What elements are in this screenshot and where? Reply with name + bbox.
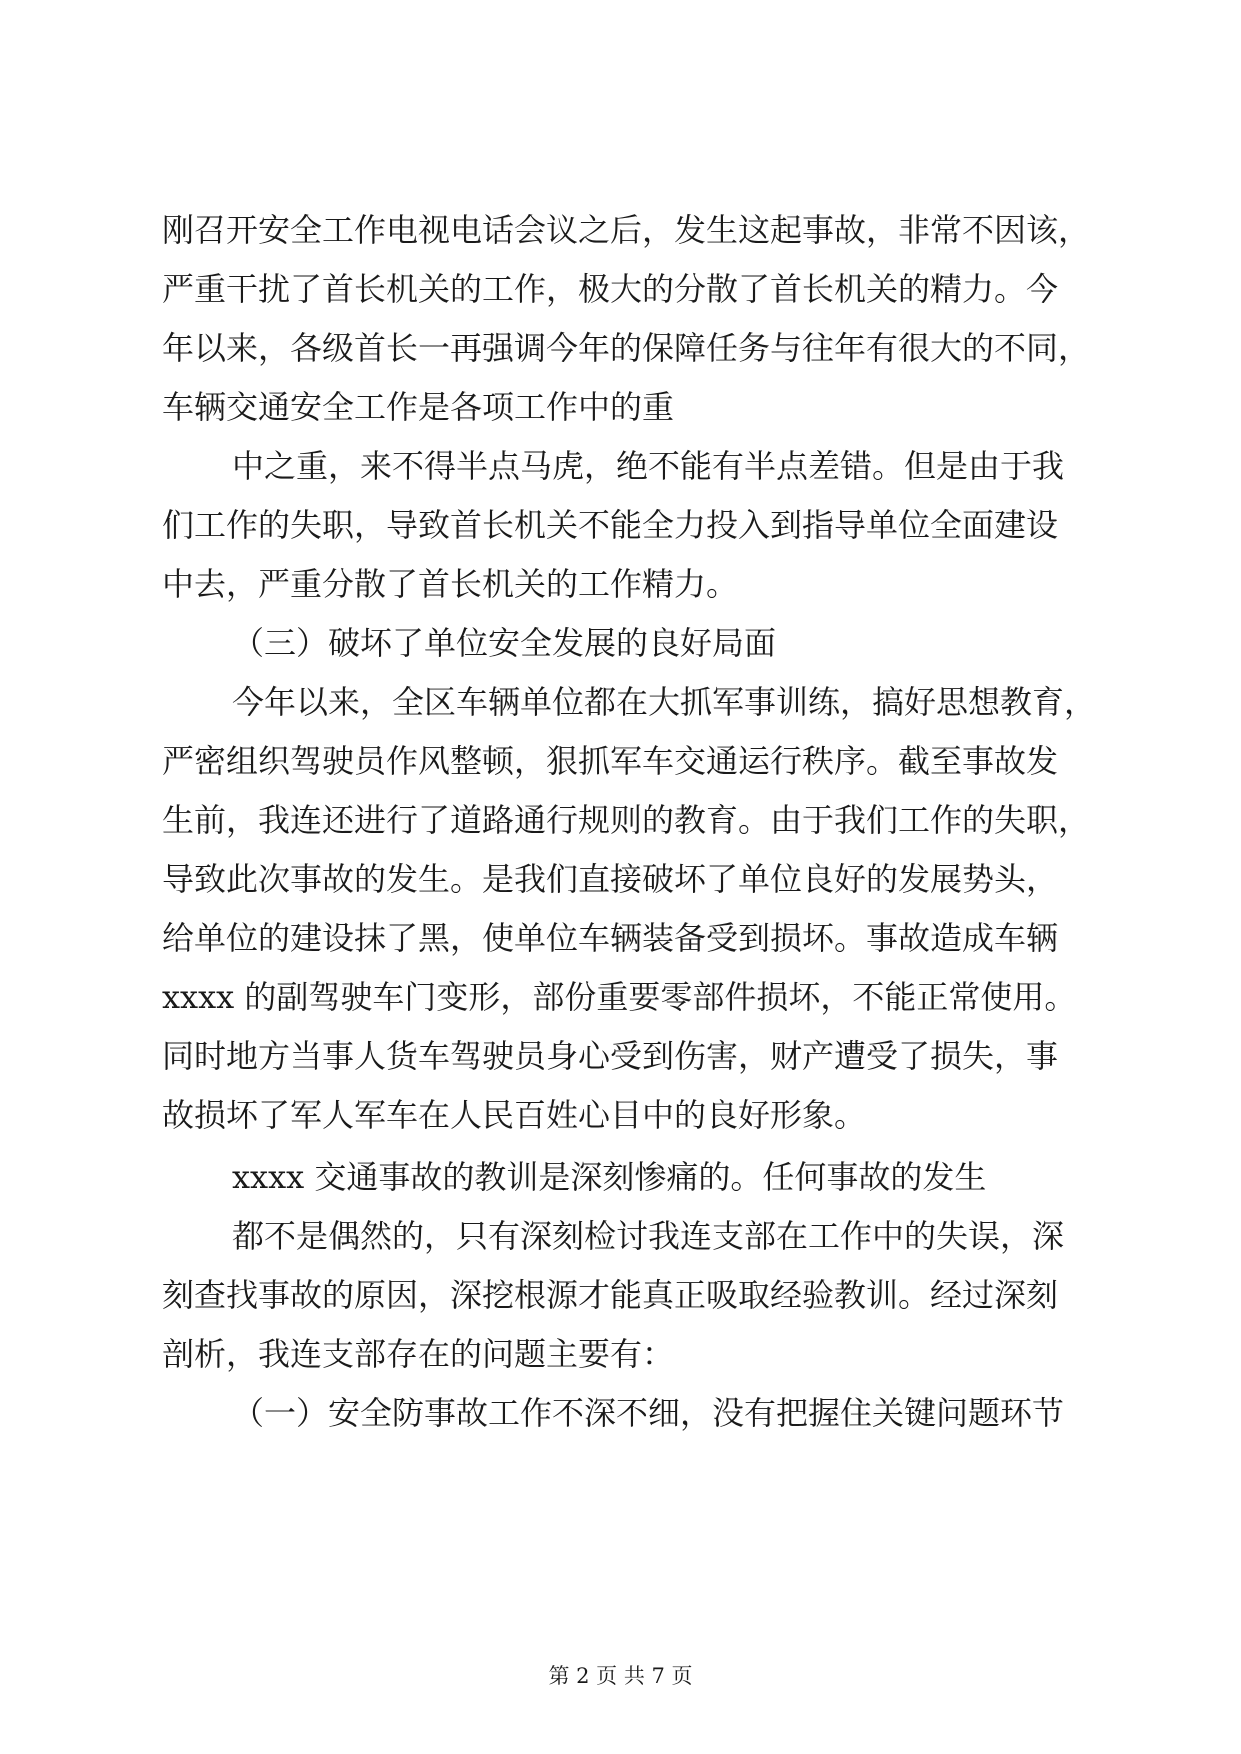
- text-line: 严重干扰了首长机关的工作，极大的分散了首长机关的精力。今: [162, 270, 1059, 308]
- text-line: 导致此次事故的发生。是我们直接破坏了单位良好的发展势头，: [162, 860, 1059, 898]
- text-line: 刻查找事故的原因，深挖根源才能真正吸取经验教训。经过深刻: [162, 1276, 1059, 1314]
- text-line: 严密组织驾驶员作风整顿，狠抓军车交通运行秩序。截至事故发: [162, 742, 1059, 780]
- text-line: 今年以来，全区车辆单位都在大抓军事训练，搞好思想教育，: [232, 683, 1097, 721]
- page-number-footer: 第 2 页 共 7 页: [548, 1664, 693, 1688]
- text-line: 中之重，来不得半点马虎，绝不能有半点差错。但是由于我: [232, 447, 1065, 485]
- text-line: 车辆交通安全工作是各项工作中的重: [162, 388, 675, 426]
- text-line: 同时地方当事人货车驾驶员身心受到伤害，财产遭受了损失，事: [162, 1037, 1059, 1075]
- text-line: 刚召开安全工作电视电话会议之后，发生这起事故，非常不因该，: [162, 211, 1091, 249]
- text-line: 剖析，我连支部存在的问题主要有：: [162, 1335, 675, 1373]
- text-line: xxxx 的副驾驶车门变形，部份重要零部件损坏，不能正常使用。: [162, 978, 1077, 1016]
- text-line: xxxx 交通事故的教训是深刻惨痛的。任何事故的发生: [232, 1158, 987, 1196]
- text-line: 中去，严重分散了首长机关的工作精力。: [162, 565, 739, 603]
- text-line: 们工作的失职，导致首长机关不能全力投入到指导单位全面建设: [162, 506, 1059, 544]
- text-line: 给单位的建设抹了黑，使单位车辆装备受到损坏。事故造成车辆: [162, 919, 1059, 957]
- text-line: 都不是偶然的，只有深刻检讨我连支部在工作中的失误，深: [232, 1217, 1065, 1255]
- text-line: 故损坏了军人军车在人民百姓心目中的良好形象。: [162, 1096, 867, 1134]
- section-heading: （一）安全防事故工作不深不细，没有把握住关键问题环节: [232, 1394, 1065, 1432]
- section-heading: （三）破坏了单位安全发展的良好局面: [232, 624, 777, 662]
- text-line: 年以来，各级首长一再强调今年的保障任务与往年有很大的不同，: [162, 329, 1091, 367]
- text-line: 生前，我连还进行了道路通行规则的教育。由于我们工作的失职，: [162, 801, 1091, 839]
